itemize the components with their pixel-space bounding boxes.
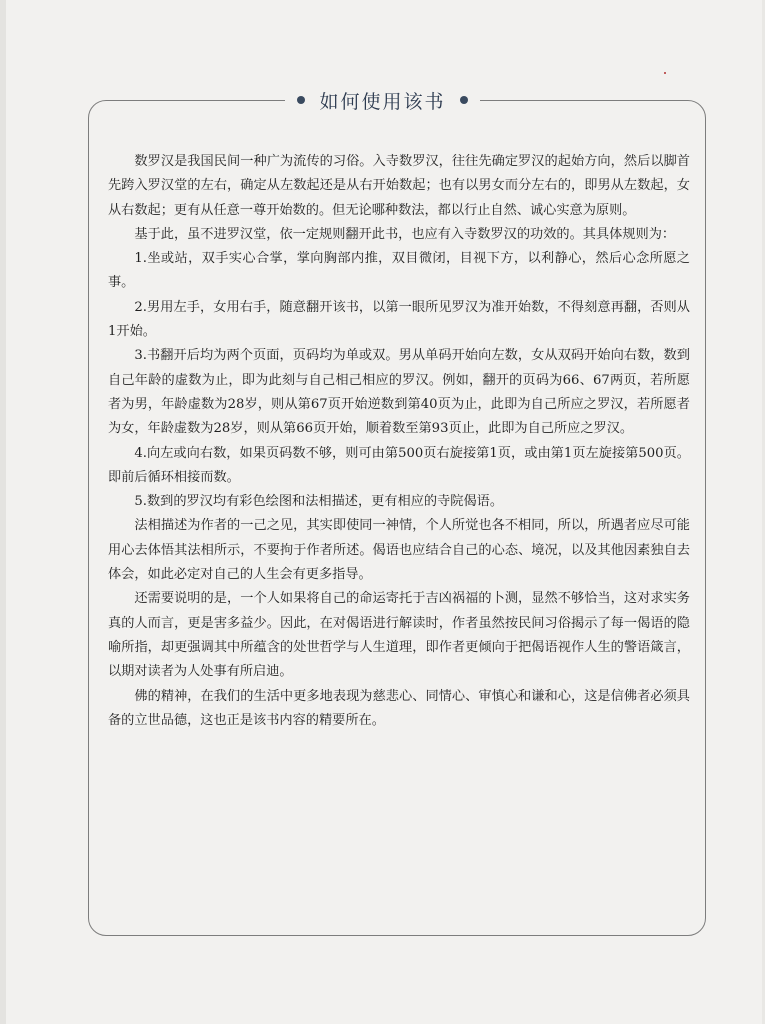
scan-mark xyxy=(664,72,666,74)
paragraph: 还需要说明的是，一个人如果将自己的命运寄托于吉凶祸福的卜测，显然不够恰当，这对求实务真的人而言，更是害多益少。因此，在对偈语进行解读时，作者虽然按民间习俗揭示了每一偈语的隐喻所指，却更强调其中所蕴含的处世哲学与人生道理，即作者更倾向于把偈语视作人生的警语箴言，以期对读者为人处事有所启迪。 xyxy=(108,591,690,680)
paragraph: 法相描述为作者的一己之见，其实即使同一神情，个人所觉也各不相同，所以，所遇者应尽可能用心去体悟其法相所示，不要拘于作者所述。偈语也应结合自己的心态、境况，以及其他因素独自去体会，如此必定对自己的人生会有更多指导。 xyxy=(108,518,690,583)
paragraph: 4.向左或向右数，如果页码数不够，则可由第500页右旋接第1页，或由第1页左旋接第500页。即前后循环相接而数。 xyxy=(108,445,690,485)
page-title: 如何使用该书 xyxy=(319,90,446,113)
paragraph: 数罗汉是我国民间一种广为流传的习俗。入寺数罗汉，往往先确定罗汉的起始方向，然后以脚首先跨入罗汉堂的左右，确定从左数起还是从右开始数起；也有以男女而分左右的，即男从左数起，女从右数起；更有从任意一尊开始数的。但无论哪种数法，都以行止自然、诚心实意为原则。 xyxy=(108,154,690,218)
paragraph: 基于此，虽不进罗汉堂，依一定规则翻开此书，也应有入寺数罗汉的功效的。其具体规则为： xyxy=(134,226,676,242)
paragraph: 5.数到的罗汉均有彩色绘图和法相描述，更有相应的寺院偈语。 xyxy=(134,494,504,510)
left-dot-icon xyxy=(297,96,305,104)
right-dot-icon xyxy=(460,96,468,104)
paragraph: 佛的精神，在我们的生活中更多地表现为慈悲心、同情心、审慎心和谦和心，这是信佛者必须具备的立世品德，这也正是该书内容的精要所在。 xyxy=(108,688,690,728)
paragraph: 2.男用左手，女用右手，随意翻开该书，以第一眼所见罗汉为准开始数，不得刻意再翻，否则从1开始。 xyxy=(108,299,690,340)
title-area xyxy=(0,86,765,114)
title-bar xyxy=(285,86,479,114)
body-text xyxy=(108,150,690,733)
paragraph: 3.书翻开后均为两个页面，页码均为单或双。男从单码开始向左数，女从双码开始向右数，数到自己年龄的虚数为止，即为此刻与自己相己相应的罗汉。例如，翻开的页码为66、67两页，若所愿者为男，年龄虚数为28岁，则从第67页开始逆数到第40页为止，此即为自己所应之罗汉，若所愿者为女，年龄虚数为28岁，则从第66页开始，顺着数至第93页止，此即为自己所应之罗汉。 xyxy=(108,348,690,437)
paragraph: 1.坐或站，双手实心合掌，掌向胸部内推，双目微闭，目视下方，以利静心，然后心念所愿之事。 xyxy=(108,251,690,291)
